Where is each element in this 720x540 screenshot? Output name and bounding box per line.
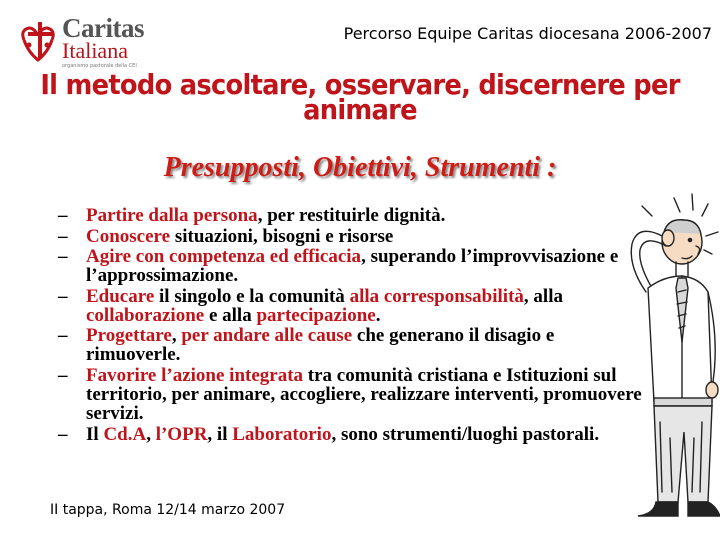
bullet-keyword: l’OPR: [155, 423, 208, 445]
bullet-keyword: Partire dalla persona: [86, 205, 258, 226]
bullet-text: , il: [207, 423, 233, 445]
main-title-line2: animare: [303, 93, 417, 126]
logo-word-caritas: Caritas: [62, 13, 144, 43]
bullet-dash: –: [58, 205, 68, 226]
bullet-text: tra comunità cristiana e Istituzioni sul territorio, per animare, accogliere, realizzare interventi, promuovere servizi.: [86, 364, 642, 424]
header-title: Percorso Equipe Caritas diocesana 2006-2007: [343, 24, 712, 43]
bullet-text: Il: [86, 423, 104, 445]
bullet-text: , alla: [523, 285, 563, 307]
bullet-keyword: per andare alle cause: [181, 325, 353, 347]
bullet-text: ,: [146, 423, 156, 445]
bullet-text: che generano il disagio e rimuoverle.: [86, 325, 555, 366]
bullet-keyword: alla corresponsabilità: [349, 285, 524, 307]
caritas-cross-heart-icon: [18, 18, 58, 62]
bullet-dash: –: [58, 325, 68, 347]
bullet-item: [58, 206, 644, 225]
bullet-keyword: Educare: [86, 285, 155, 307]
bullet-keyword: Cd.A: [103, 423, 147, 445]
bullet-keyword: Laboratorio: [232, 423, 332, 445]
bullet-item: [58, 247, 644, 285]
bullet-item: [58, 227, 644, 246]
logo-word-italiana: Italiana: [62, 38, 128, 63]
bullet-keyword: Agire con competenza ed efficacia: [86, 246, 362, 268]
bullet-keyword: Favorire l’azione integrata: [86, 364, 304, 386]
thinking-man-icon: [608, 192, 720, 522]
bullet-dash: –: [58, 225, 68, 247]
bullet-text: e alla: [204, 304, 257, 326]
bullet-dash: –: [58, 423, 68, 445]
bullet-text: , superando l’improvvisazione e l’approssimazione.: [86, 246, 619, 287]
bullet-text: .: [375, 304, 381, 326]
bullet-keyword: Conoscere: [86, 225, 171, 247]
main-title-line1: Il metodo ascoltare, osservare, discernere per: [40, 68, 680, 101]
bullet-item: [58, 287, 644, 325]
bullet-text: ,: [171, 325, 182, 347]
main-title: [29, 68, 691, 126]
caritas-logo: [18, 12, 143, 68]
bullet-dash: –: [58, 246, 68, 268]
bullet-item: [58, 366, 644, 423]
bullet-keyword: Progettare: [86, 325, 172, 347]
bullet-keyword: collaborazione: [86, 304, 205, 326]
logo-tagline: organismo pastorale della CEI: [62, 63, 137, 69]
footer: II tappa, Roma 12/14 marzo 2007: [50, 502, 286, 518]
bullet-text: , sono strumenti/luoghi pastorali.: [331, 423, 600, 445]
subtitle: Presupposti, Obiettivi, Strumenti :: [163, 152, 557, 183]
bullet-keyword: partecipazione: [256, 304, 376, 326]
bullet-list: [58, 206, 644, 445]
bullet-text: situazioni, bisogni e risorse: [170, 225, 394, 247]
bullet-dash: –: [58, 364, 68, 386]
bullet-text: , per restituirle dignità.: [257, 205, 446, 226]
bullet-dash: –: [58, 285, 68, 307]
bullet-item: [58, 425, 644, 444]
bullet-text: il singolo e la comunità: [154, 285, 350, 307]
bullet-item: [58, 326, 644, 364]
